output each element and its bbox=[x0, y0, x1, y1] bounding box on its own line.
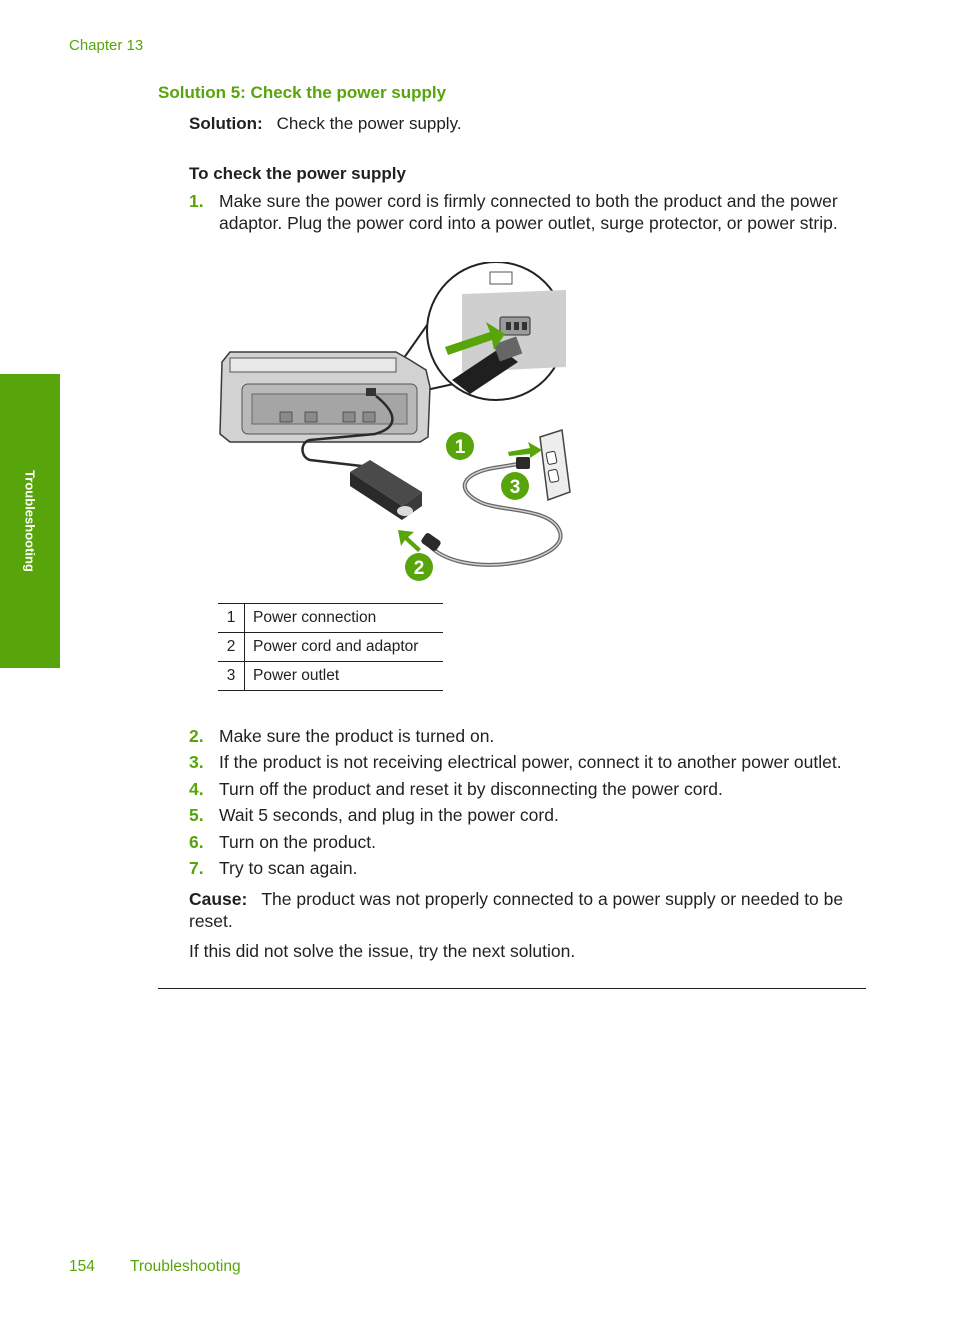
step-4 bbox=[189, 778, 869, 800]
step-text: Try to scan again. bbox=[219, 858, 358, 878]
step-1 bbox=[189, 190, 869, 234]
procedure-heading: To check the power supply bbox=[189, 164, 406, 183]
step-text: Turn on the product. bbox=[219, 832, 376, 852]
page-number: 154 bbox=[69, 1258, 95, 1275]
footer-title: Troubleshooting bbox=[130, 1258, 241, 1275]
wall-plug bbox=[516, 457, 530, 469]
step-7 bbox=[189, 857, 869, 879]
svg-text:1: 1 bbox=[454, 437, 466, 458]
chapter-header: Chapter 13 bbox=[69, 37, 144, 54]
legend-number: 2 bbox=[218, 633, 245, 662]
section-divider bbox=[158, 988, 866, 989]
adaptor-arrow-icon bbox=[398, 530, 421, 552]
step-5 bbox=[189, 804, 869, 826]
cause-paragraph bbox=[189, 888, 869, 932]
solution-text: Check the power supply. bbox=[276, 114, 462, 133]
legend-row bbox=[218, 604, 443, 633]
legend-label: Power outlet bbox=[245, 662, 444, 691]
step-text: If the product is not receiving electrical power, connect it to another power outlet. bbox=[219, 752, 842, 772]
side-tab-label: Troubleshooting bbox=[22, 470, 38, 572]
legend-row bbox=[218, 633, 443, 662]
power-adaptor bbox=[350, 460, 422, 520]
step-number: 6. bbox=[189, 832, 204, 852]
legend-label: Power connection bbox=[245, 604, 444, 633]
step-text: Wait 5 seconds, and plug in the power cord. bbox=[219, 805, 559, 825]
step-number: 7. bbox=[189, 858, 204, 878]
step-text: Make sure the power cord is firmly connected to both the product and the power adaptor. Plug the power cord into a power outlet, surge protector, or power strip. bbox=[219, 191, 838, 233]
power-connection-illustration bbox=[200, 262, 580, 587]
legend-label: Power cord and adaptor bbox=[245, 633, 444, 662]
printer-rear-view bbox=[220, 352, 430, 442]
legend-row bbox=[218, 662, 443, 691]
step-text: Turn off the product and reset it by disconnecting the power cord. bbox=[219, 779, 723, 799]
solution-line bbox=[189, 114, 462, 134]
callout-2 bbox=[405, 553, 433, 581]
legend-number: 1 bbox=[218, 604, 245, 633]
step-6 bbox=[189, 831, 869, 853]
step-number: 5. bbox=[189, 805, 204, 825]
svg-text:3: 3 bbox=[509, 477, 521, 498]
step-3 bbox=[189, 751, 869, 773]
cause-label: Cause: bbox=[189, 889, 248, 909]
cord-plug bbox=[420, 532, 442, 552]
callout-1 bbox=[446, 432, 474, 460]
solution-heading: Solution 5: Check the power supply bbox=[158, 83, 447, 102]
cause-text: The product was not properly connected to a power supply or needed to be reset. bbox=[189, 889, 844, 931]
step-2 bbox=[189, 725, 869, 747]
svg-text:2: 2 bbox=[413, 558, 425, 579]
step-text: Make sure the product is turned on. bbox=[219, 726, 495, 746]
figure-legend bbox=[218, 603, 443, 691]
step-number: 4. bbox=[189, 779, 204, 799]
step-number: 2. bbox=[189, 726, 204, 746]
legend-number: 3 bbox=[218, 662, 245, 691]
step-number: 1. bbox=[189, 191, 204, 211]
outlet-arrow-icon bbox=[508, 442, 542, 458]
wall-outlet bbox=[540, 430, 570, 500]
zoom-detail bbox=[427, 262, 566, 400]
callout-3 bbox=[501, 472, 529, 500]
next-solution-note: If this did not solve the issue, try the next solution. bbox=[189, 941, 576, 961]
step-number: 3. bbox=[189, 752, 204, 772]
solution-label: Solution: bbox=[189, 114, 263, 133]
power-cord bbox=[428, 464, 561, 565]
side-tab bbox=[0, 374, 60, 668]
